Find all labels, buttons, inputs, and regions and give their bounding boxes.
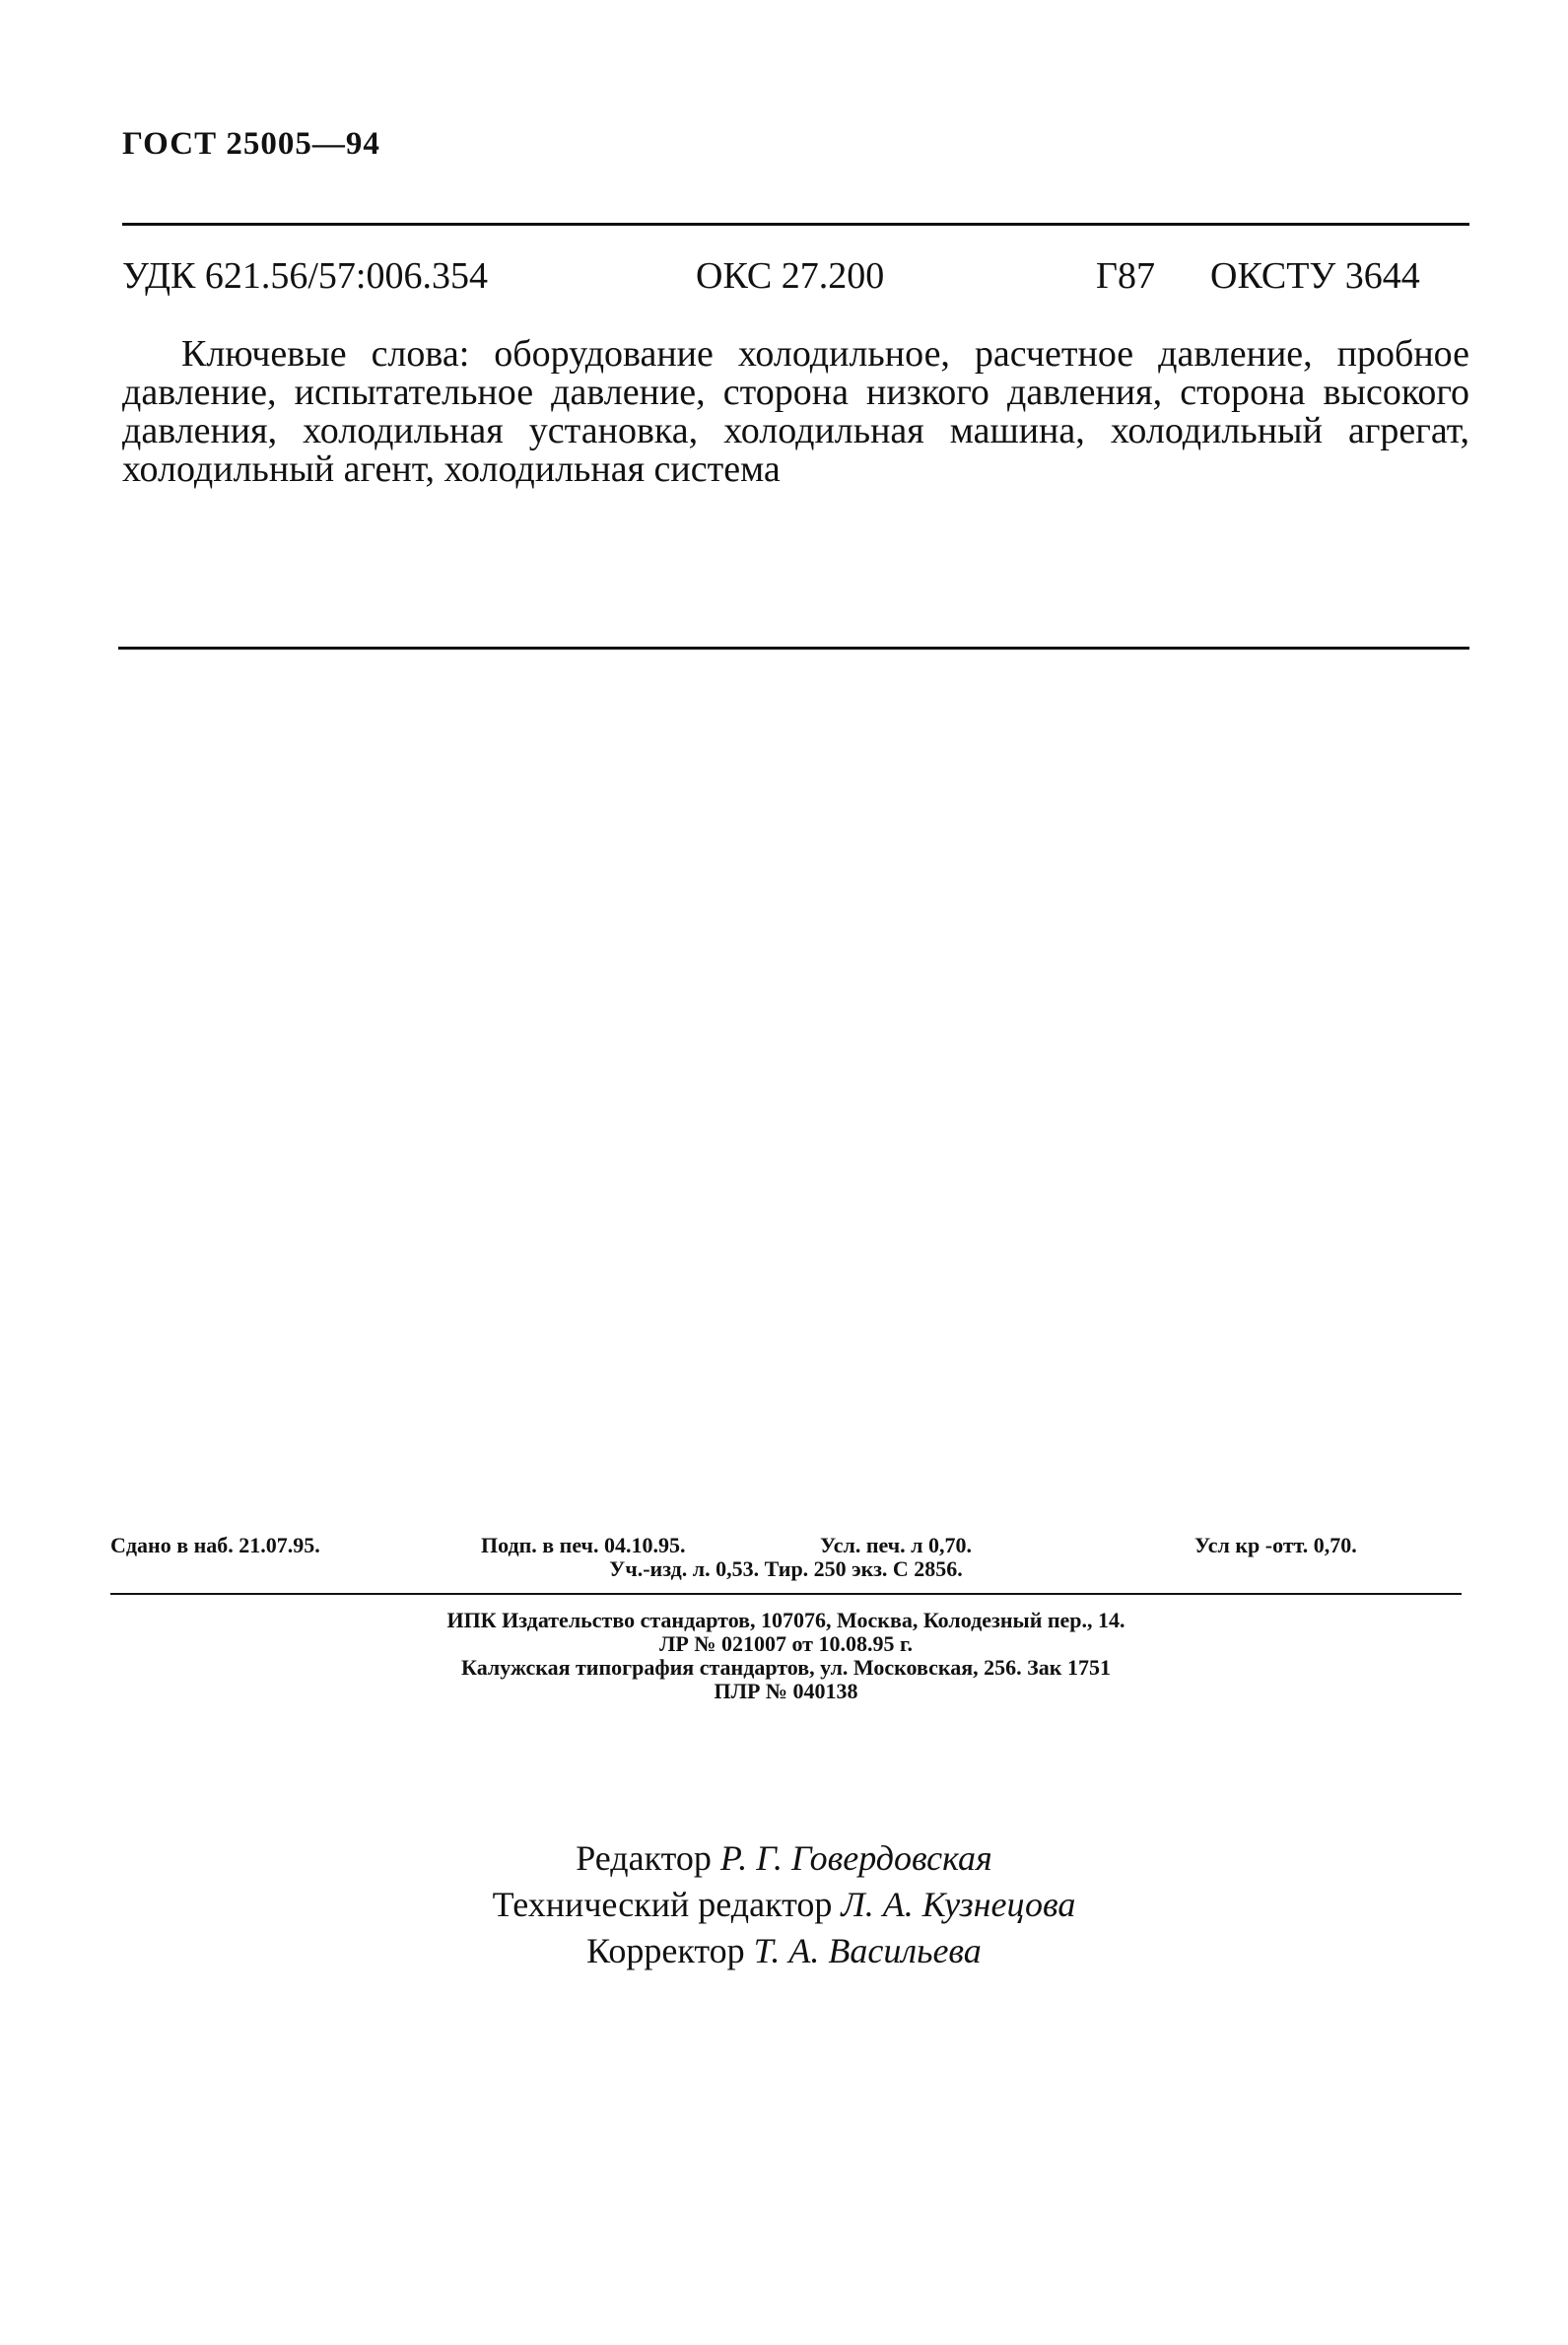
imprint-signed: Подп. в печ. 04.10.95. — [481, 1533, 686, 1557]
printing-house-line: Калужская типография стандартов, ул. Московская, 256. Зак 1751 — [461, 1655, 1111, 1680]
publisher-block — [110, 1609, 1462, 1703]
proofreader-label: Корректор — [586, 1931, 745, 1970]
imprint-details-line-2: Уч.-изд. л. 0,53. Тир. 250 экз. С 2856. — [609, 1556, 963, 1581]
imprint-print-sheets: Усл. печ. л 0,70. — [820, 1533, 973, 1557]
editor-credit — [0, 1835, 1568, 1882]
standard-number: ГОСТ 25005—94 — [122, 126, 380, 162]
oks-code: ОКС 27.200 — [696, 255, 885, 297]
udc-code: УДК 621.56/57:006.354 — [122, 255, 488, 297]
keywords-paragraph: Ключевые слова: оборудование холодильное, расчетное давление, пробное давление, испытательное давление, сторона низкого давления, сторона высокого давления, холодильная установка, холодильная машина, холодильный агрегат, холодильный агент, холодильная система — [122, 333, 1469, 490]
proofreader-credit — [0, 1928, 1568, 1974]
editor-label: Редактор — [576, 1838, 712, 1878]
top-divider — [122, 223, 1469, 226]
tech-editor-label: Технический редактор — [492, 1885, 833, 1924]
group-code: Г87 — [1096, 255, 1155, 297]
publisher-line: ИПК Издательство стандартов, 107076, Москва, Колодезный пер., 14. — [446, 1608, 1125, 1632]
imprint-color-prints: Усл кр -отт. 0,70. — [1194, 1533, 1357, 1557]
license-line: ЛР № 021007 от 10.08.95 г. — [659, 1631, 913, 1656]
credits-block — [0, 1835, 1568, 1974]
classification-codes — [122, 254, 1469, 304]
print-license-line: ПЛР № 040138 — [714, 1679, 858, 1703]
middle-divider — [118, 647, 1469, 650]
imprint-divider — [110, 1593, 1462, 1595]
tech-editor-credit — [0, 1882, 1568, 1928]
tech-editor-name: Л. А. Кузнецова — [841, 1885, 1076, 1924]
editor-name: Р. Г. Говердовская — [719, 1838, 992, 1878]
proofreader-name: Т. А. Васильева — [753, 1931, 982, 1970]
imprint-typeset: Сдано в наб. 21.07.95. — [110, 1533, 320, 1557]
okstu-code: ОКСТУ 3644 — [1210, 255, 1420, 297]
